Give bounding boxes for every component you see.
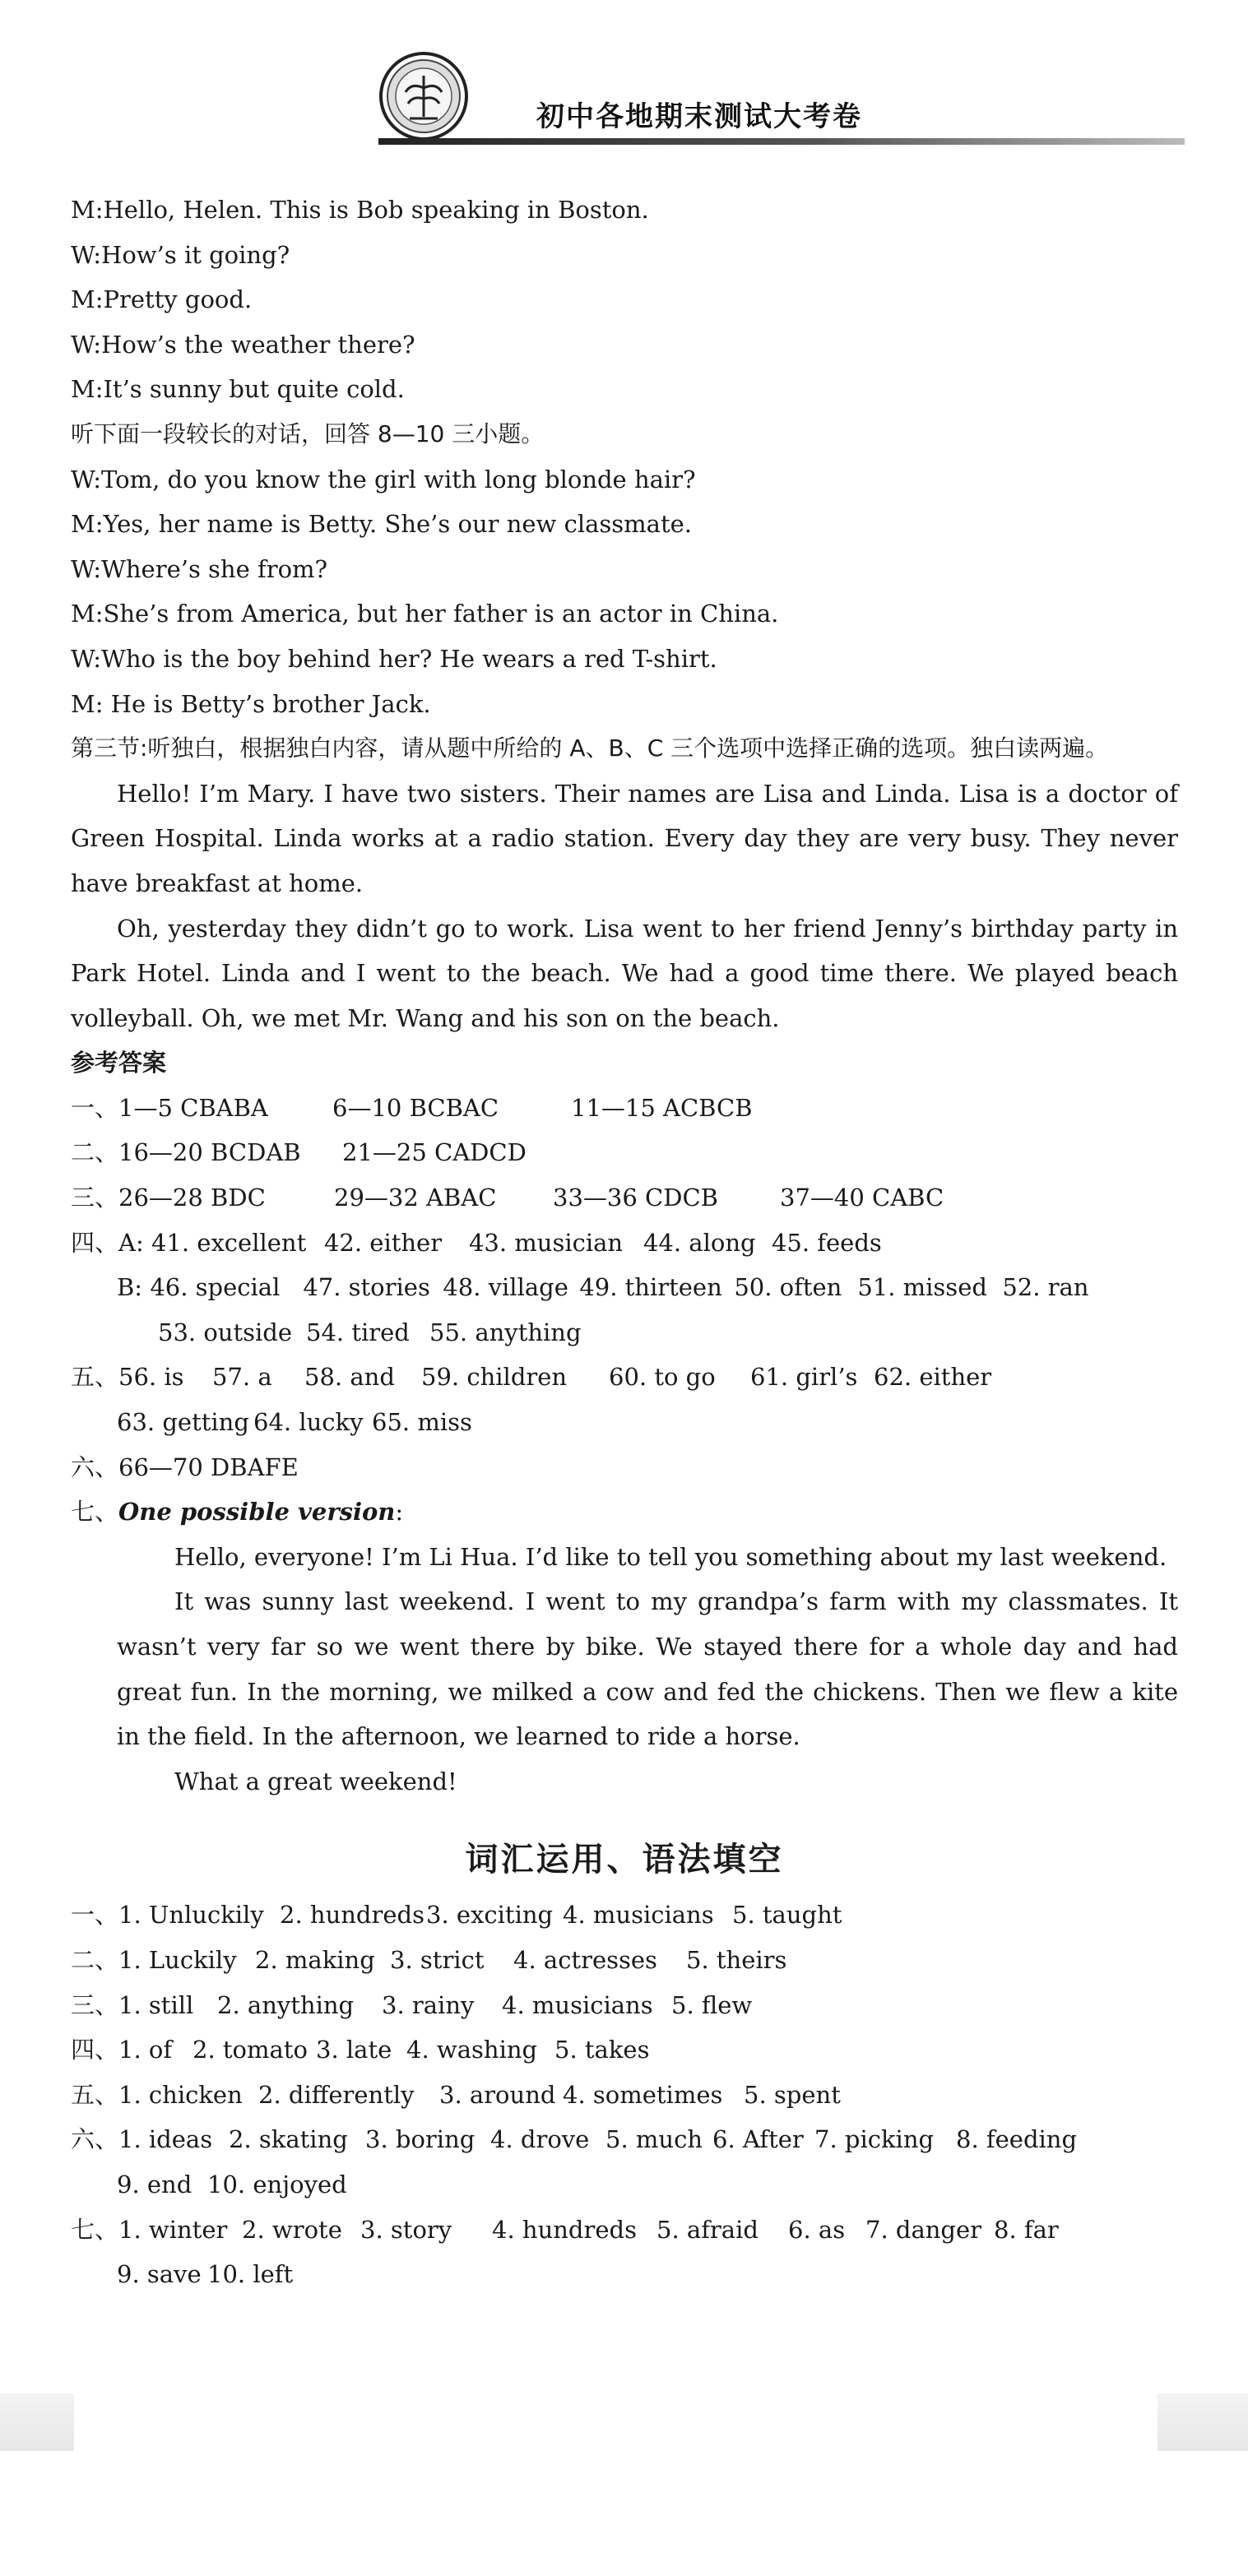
answer-row-5 [71,1355,1178,1400]
answer-row-4b [71,1265,1178,1310]
answer-group: 26—28 BDC [118,1184,266,1212]
answer-item: 4. sometimes [563,2080,723,2109]
answer-item: 4. musicians [563,1901,714,1930]
answer-item: 49. thirteen [579,1273,722,1302]
answer-item: 3. around [439,2080,556,2109]
essay-label-colon: : [395,1498,404,1527]
row-number: 二、 [71,1945,119,1974]
answer-group: 37—40 CABC [780,1184,944,1212]
row-number: 七、 [71,1498,119,1527]
answer-item: 63. getting [117,1408,249,1437]
answer-item: 1. Unluckily [118,1901,264,1930]
answer-item: 65. miss [372,1408,472,1437]
answer-item: 2. differently [258,2080,415,2109]
answer-row-4b-cont [71,1310,1178,1355]
answer-item: 2. skating [229,2125,348,2154]
content [71,188,1178,2297]
answer-item: 6. as [788,2215,846,2244]
answer-item: 59. children [421,1363,568,1392]
dialogue-2 [71,457,1178,727]
answer-item: 53. outside [158,1318,293,1346]
part-label: B: [117,1273,143,1302]
answer-row-4a [71,1221,1178,1266]
row-number: 三、 [71,1990,119,2019]
answer-item: 52. ran [1002,1273,1089,1302]
row-number: 三、 [71,1184,119,1212]
answer-row-3 [71,1175,1178,1221]
answer-item: 5. takes [554,2036,650,2064]
answer-item: 2. making [255,1945,375,1974]
dialogue-line: M: He is Betty’s brother Jack. [71,689,431,718]
row-number: 四、 [71,2036,119,2064]
dialogue-line: W:Tom, do you know the girl with long blonde hair? [71,465,696,493]
answer-item: 4. washing [406,2036,538,2064]
school-emblem-icon [378,51,469,141]
answer-item: 1. ideas [118,2125,213,2154]
answer-row-5-cont [71,1400,1178,1445]
answer-item: 50. often [734,1273,842,1302]
answer-item: 57. a [212,1363,272,1392]
part-label: A: [118,1228,144,1257]
dialogue-line: M:She’s from America, but her father is an actor in China. [71,600,779,628]
answer-item: 55. anything [429,1318,582,1346]
page-header [378,51,1185,150]
answer-item: 1. winter [118,2215,228,2244]
answer-group: 21—25 CADCD [342,1138,527,1167]
answer-item: 2. wrote [242,2215,342,2244]
answer-item: 2. tomato [193,2036,308,2064]
answer-item: 54. tired [306,1318,410,1346]
answer-row-2 [71,1130,1178,1175]
dialogue-line: W:How’s the weather there? [71,330,415,359]
answer-row-6 [71,1445,1178,1490]
answer-row-7 [71,1490,1178,1535]
row-number: 五、 [71,2080,119,2109]
answer-item: 51. missed [857,1273,987,1302]
vocab-row-6 [71,2117,1178,2162]
answer-item: 3. late [316,2036,392,2064]
answer-item: 58. and [304,1363,395,1392]
answer-item: 5. spent [744,2080,841,2109]
answer-group: 1—5 CBABA [118,1093,268,1122]
answer-item: 10. enjoyed [207,2170,347,2198]
answer-item: 56. is [118,1363,184,1392]
monologue-paragraph-1: Hello! I’m Mary. I have two sisters. Their names are Lisa and Linda. Lisa is a doctor of Green Hospital. Linda works at a radio station. Every day they are very busy. They never have breakfast at home. [71,779,1178,897]
answer-item: 8. far [994,2215,1059,2244]
answer-item: 47. stories [303,1273,430,1302]
answer-item: 4. hundreds [492,2215,637,2244]
answer-group: 11—15 ACBCB [571,1093,753,1122]
answer-item: 3. exciting [426,1901,554,1930]
answer-item: 3. rainy [382,1990,475,2019]
answer-item: 64. lucky [253,1408,364,1437]
answer-item: 9. end [117,2170,193,2198]
answer-group: 33—36 CDCB [553,1184,718,1212]
essay-label: One possible version [118,1498,396,1527]
dialogue-line: M:Pretty good. [71,285,253,314]
answers-heading: 参考答案 [71,1049,167,1077]
row-number: 五、 [71,1363,119,1392]
answer-item: 1. Luckily [118,1945,237,1974]
dialogue-line: W:Who is the boy behind her? He wears a red T-shirt. [71,644,717,673]
header-title: 初中各地期末测试大考卷 [536,100,862,133]
answer-item: 7. picking [814,2125,935,2154]
dialogue-line: W:How’s it going? [71,240,290,269]
answer-item: 4. musicians [502,1990,653,2019]
answer-group: 29—32 ABAC [334,1184,497,1212]
answer-item: 1. still [118,1990,194,2019]
answer-group: 16—20 BCDAB [118,1138,301,1167]
dialogue-line: M:It’s sunny but quite cold. [71,375,405,404]
answer-item: 2. hundreds [280,1901,425,1930]
row-number: 七、 [71,2215,119,2244]
row-number: 一、 [71,1093,119,1122]
vocab-answers [71,1893,1178,2296]
answer-item: 3. strict [390,1945,485,1974]
row-number: 一、 [71,1901,119,1930]
answer-item: 1. chicken [118,2080,243,2109]
vocab-row-7 [71,2208,1178,2253]
vocab-row-7-cont [71,2252,1178,2297]
answer-item: 5. much [605,2125,703,2154]
section3-instruction: 第三节:听独白，根据独白内容，请从题中所给的 A、B、C 三个选项中选择正确的选项。独白读两遍。 [71,734,1109,762]
scan-shadow-right [1158,2393,1248,2451]
answer-item: 2. anything [217,1990,355,2019]
instruction-8-10: 听下面一段较长的对话，回答 8—10 三小题。 [71,419,545,447]
answer-group: 6—10 BCBAC [332,1093,499,1122]
answer-item: 5. afraid [656,2215,759,2244]
answer-item: 9. save [117,2260,202,2289]
answer-item: 10. left [207,2260,294,2289]
answer-item: 62. either [874,1363,992,1392]
answer-item: 60. to go [609,1363,716,1392]
row-number: 六、 [71,2125,119,2154]
answer-item: 5. taught [732,1901,842,1930]
answer-item: 3. boring [365,2125,476,2154]
answer-item: 4. actresses [513,1945,657,1974]
monologue-paragraph-2: Oh, yesterday they didn’t go to work. Lisa went to her friend Jenny’s birthday party in Park Hotel. Linda and I went to the beach. We had a good time there. We played beach volleyball. Oh, we met Mr. Wang and his son on the beach. [71,914,1178,1032]
dialogue-1 [71,188,1178,412]
answer-item: 61. girl’s [750,1363,858,1392]
answer-item: 43. musician [468,1228,624,1257]
answer-item: 3. story [360,2215,452,2244]
answer-item: 8. feeding [956,2125,1078,2154]
answer-item: 42. either [323,1228,443,1257]
answer-item: 4. drove [490,2125,590,2154]
row-number: 四、 [71,1228,119,1257]
essay-paragraph-2: It was sunny last weekend. I went to my grandpa’s farm with my classmates. It wasn’t very far so we went there by bike. We stayed there for a whole day and had great fun. In the morning, we milked a cow and fed the chickens. Then we flew a kite in the field. In the afternoon, we learned to ride a horse. [117,1587,1178,1751]
essay [71,1535,1178,1805]
answer-item: 41. excellent [151,1228,307,1257]
row-number: 二、 [71,1138,119,1167]
scan-shadow-left [0,2393,74,2451]
answer-item: 5. flew [671,1990,753,2019]
essay-paragraph-1: Hello, everyone! I’m Li Hua. I’d like to tell you something about my last weekend. [174,1542,1167,1571]
header-divider [378,138,1185,145]
vocab-row-6-cont [71,2162,1178,2208]
answer-item: 6. After [712,2125,804,2154]
vocab-row-4 [71,2027,1178,2073]
dialogue-line: W:Where’s she from? [71,554,328,583]
vocab-row-5 [71,2073,1178,2118]
answer-item: 5. theirs [686,1945,787,1974]
essay-paragraph-3: What a great weekend! [174,1767,457,1795]
vocab-section-title: 词汇运用、语法填空 [465,1841,784,1879]
answer-item: 1. of [118,2036,173,2064]
vocab-row-2 [71,1938,1178,1983]
answer-item: 45. feeds [771,1228,882,1257]
answer-item: 44. along [643,1228,756,1257]
answer-item: 46. special [150,1273,281,1302]
vocab-row-3 [71,1983,1178,2028]
vocab-row-1 [71,1893,1178,1938]
answer-item: 7. danger [865,2215,982,2244]
row-number: 六、 [71,1452,119,1481]
dialogue-line: M:Hello, Helen. This is Bob speaking in Boston. [71,196,649,224]
answer-item: 48. village [443,1273,568,1302]
answer-group: 66—70 DBAFE [118,1452,299,1481]
dialogue-line: M:Yes, her name is Betty. She’s our new classmate. [71,510,692,539]
answer-row-1 [71,1086,1178,1131]
